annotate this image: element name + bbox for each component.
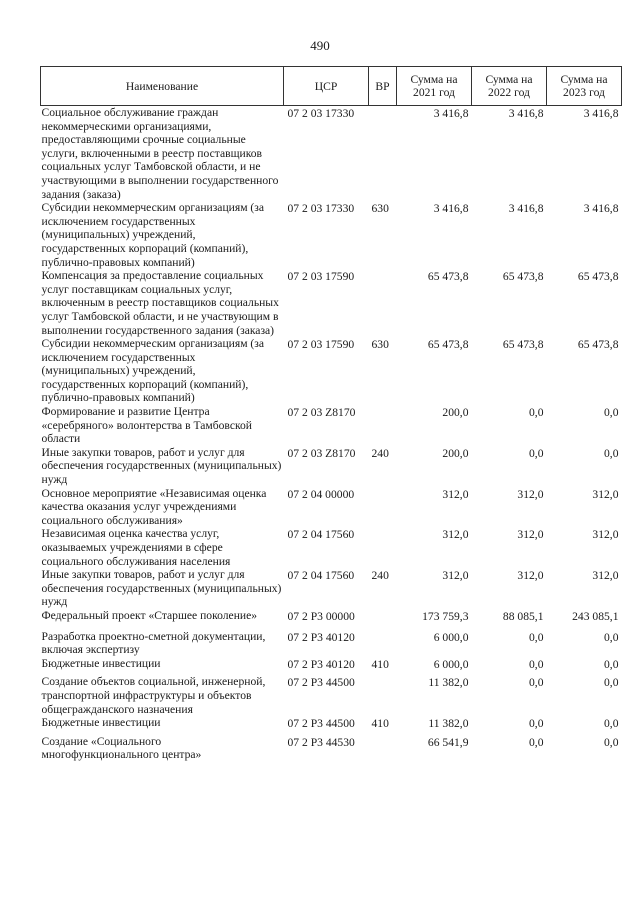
row-sum-2023: 0,0 — [604, 630, 619, 644]
row-vr — [369, 527, 397, 568]
table-row — [41, 735, 622, 762]
header-sum-2021: Сумма на 2021 год — [397, 67, 472, 106]
row-sum-2023: 243 085,1 — [572, 609, 619, 623]
table-row — [41, 609, 622, 630]
row-sum-2023: 0,0 — [604, 717, 619, 731]
row-sum-2023: 65 473,8 — [577, 338, 619, 352]
row-vr — [369, 405, 397, 446]
row-sum-2023: 312,0 — [592, 569, 619, 583]
table-row — [41, 657, 622, 676]
row-csr: 07 2 03 17590 — [287, 270, 355, 284]
table-row — [41, 269, 622, 337]
row-sum-2022: 3 416,8 — [508, 202, 544, 216]
row-sum-2021: 65 473,8 — [427, 270, 469, 284]
row-sum-2022: 312,0 — [517, 569, 544, 583]
row-csr: 07 2 P3 44530 — [287, 735, 355, 749]
row-vr — [369, 609, 397, 630]
row-csr: 07 2 04 17560 — [287, 528, 355, 542]
row-sum-2023: 0,0 — [604, 676, 619, 690]
row-sum-2023: 3 416,8 — [583, 107, 619, 120]
row-sum-2022: 0,0 — [529, 657, 544, 671]
table-row — [41, 487, 622, 528]
table-row — [41, 405, 622, 446]
row-name: Субсидии некоммерческим организациям (за исключением государственных (муниципальных) учреждений, государственных корпораций (компаний), публично-правовых компаний) — [41, 201, 265, 269]
row-sum-2023: 3 416,8 — [583, 202, 619, 216]
row-name: Независимая оценка качества услуг, оказываемых учреждениями в сфере социального обслуживания населения — [41, 527, 231, 568]
row-sum-2021: 200,0 — [442, 406, 469, 420]
row-csr: 07 2 P3 40120 — [287, 630, 355, 644]
row-csr: 07 2 03 Z8170 — [287, 406, 356, 420]
row-sum-2021: 6 000,0 — [433, 630, 469, 644]
row-name: Создание объектов социальной, инженерной, транспортной инфраструктуры и объектов общегражданского назначения — [41, 675, 266, 716]
row-sum-2022: 65 473,8 — [502, 338, 544, 352]
row-vr — [369, 675, 397, 716]
row-sum-2021: 3 416,8 — [433, 202, 469, 216]
header-sum-2023: Сумма на 2023 год — [547, 67, 622, 106]
row-name: Федеральный проект «Старшее поколение» — [41, 608, 258, 622]
table-body — [41, 106, 622, 762]
header-row — [41, 67, 622, 106]
row-vr: 630 — [371, 338, 389, 352]
row-vr: 240 — [371, 446, 389, 460]
row-name: Бюджетные инвестиции — [41, 716, 161, 730]
row-sum-2023: 312,0 — [592, 528, 619, 542]
row-sum-2021: 312,0 — [442, 487, 469, 501]
row-csr: 07 2 03 17330 — [287, 202, 355, 216]
table-row — [41, 337, 622, 405]
row-sum-2022: 0,0 — [529, 676, 544, 690]
row-vr: 630 — [371, 202, 389, 216]
row-name: Социальное обслуживание граждан некоммерческими организациями, предоставляющими срочные социальные услуги, включенными в реестр поставщиков социальных услуг Тамбовской области, и не участвующими в выполнении государственного задания (заказа) — [41, 106, 279, 201]
row-vr — [369, 630, 397, 657]
row-csr: 07 2 P3 40120 — [287, 657, 355, 671]
row-vr: 410 — [371, 717, 389, 731]
row-sum-2022: 3 416,8 — [508, 107, 544, 120]
table-row — [41, 675, 622, 716]
row-sum-2023: 65 473,8 — [577, 270, 619, 284]
table-row — [41, 201, 622, 269]
budget-table — [40, 66, 622, 762]
row-csr: 07 2 P3 44500 — [287, 717, 355, 731]
row-name: Разработка проектно-сметной документации, включая экспертизу — [41, 629, 266, 657]
row-sum-2022: 0,0 — [529, 406, 544, 420]
page-number: 490 — [310, 38, 330, 53]
table-row — [41, 106, 622, 202]
row-sum-2022: 312,0 — [517, 487, 544, 501]
row-csr: 07 2 P3 44500 — [287, 676, 355, 690]
row-sum-2022: 0,0 — [529, 630, 544, 644]
row-name: Иные закупки товаров, работ и услуг для обеспечения государственных (муниципальных) нужд — [41, 568, 282, 609]
row-name: Бюджетные инвестиции — [41, 656, 161, 670]
row-sum-2021: 11 382,0 — [428, 717, 469, 731]
table-header — [41, 67, 622, 106]
row-sum-2021: 6 000,0 — [433, 657, 469, 671]
row-sum-2021: 312,0 — [442, 569, 469, 583]
row-sum-2021: 11 382,0 — [428, 676, 469, 690]
row-name: Компенсация за предоставление социальных услуг поставщикам социальных услуг, включенным в реестр поставщиков социальных услуг Тамбовской области, и не участвующим в выполнении государственного задания (заказа) — [41, 269, 279, 337]
row-csr: 07 2 04 17560 — [287, 569, 355, 583]
row-vr — [369, 106, 397, 202]
table-row — [41, 527, 622, 568]
row-sum-2023: 0,0 — [604, 406, 619, 420]
table-row — [41, 568, 622, 609]
row-name: Иные закупки товаров, работ и услуг для обеспечения государственных (муниципальных) нужд — [41, 445, 282, 487]
row-sum-2022: 65 473,8 — [502, 270, 544, 284]
row-vr — [369, 269, 397, 337]
row-name: Создание «Социального многофункционального центра» — [41, 734, 202, 762]
row-csr: 07 2 P3 00000 — [287, 609, 355, 623]
row-sum-2023: 0,0 — [604, 446, 619, 460]
row-sum-2022: 312,0 — [517, 528, 544, 542]
row-sum-2022: 0,0 — [529, 717, 544, 731]
row-sum-2021: 312,0 — [442, 528, 469, 542]
row-name: Основное мероприятие «Независимая оценка качества оказания услуг учреждениями социального обслуживания» — [41, 486, 267, 527]
row-csr: 07 2 03 17330 — [287, 107, 355, 120]
row-vr: 240 — [371, 569, 389, 583]
row-name: Формирование и развитие Центра «серебряного» волонтерства в Тамбовской области — [41, 405, 253, 446]
table-row — [41, 630, 622, 657]
row-name: Субсидии некоммерческим организациям (за исключением государственных (муниципальных) учреждений, государственных корпораций (компаний), публично-правовых компаний) — [41, 337, 265, 405]
header-name: Наименование — [41, 67, 284, 106]
row-sum-2023: 0,0 — [604, 657, 619, 671]
header-sum-2022: Сумма на 2022 год — [472, 67, 547, 106]
table-row — [41, 716, 622, 735]
header-csr: ЦСР — [284, 67, 369, 106]
row-sum-2022: 0,0 — [529, 735, 544, 749]
row-vr — [369, 735, 397, 762]
row-sum-2022: 0,0 — [529, 446, 544, 460]
header-vr: ВР — [369, 67, 397, 106]
row-sum-2021: 173 759,3 — [422, 609, 469, 623]
row-sum-2021: 3 416,8 — [433, 107, 469, 120]
row-sum-2021: 65 473,8 — [427, 338, 469, 352]
row-sum-2023: 0,0 — [604, 735, 619, 749]
row-sum-2022: 88 085,1 — [502, 609, 544, 623]
row-vr — [369, 487, 397, 528]
row-csr: 07 2 03 17590 — [287, 338, 355, 352]
row-csr: 07 2 04 00000 — [287, 487, 355, 501]
row-sum-2021: 66 541,9 — [427, 735, 469, 749]
row-vr: 410 — [371, 657, 389, 671]
table-row — [41, 446, 622, 487]
row-csr: 07 2 03 Z8170 — [287, 446, 356, 460]
row-sum-2023: 312,0 — [592, 487, 619, 501]
row-sum-2021: 200,0 — [442, 446, 469, 460]
